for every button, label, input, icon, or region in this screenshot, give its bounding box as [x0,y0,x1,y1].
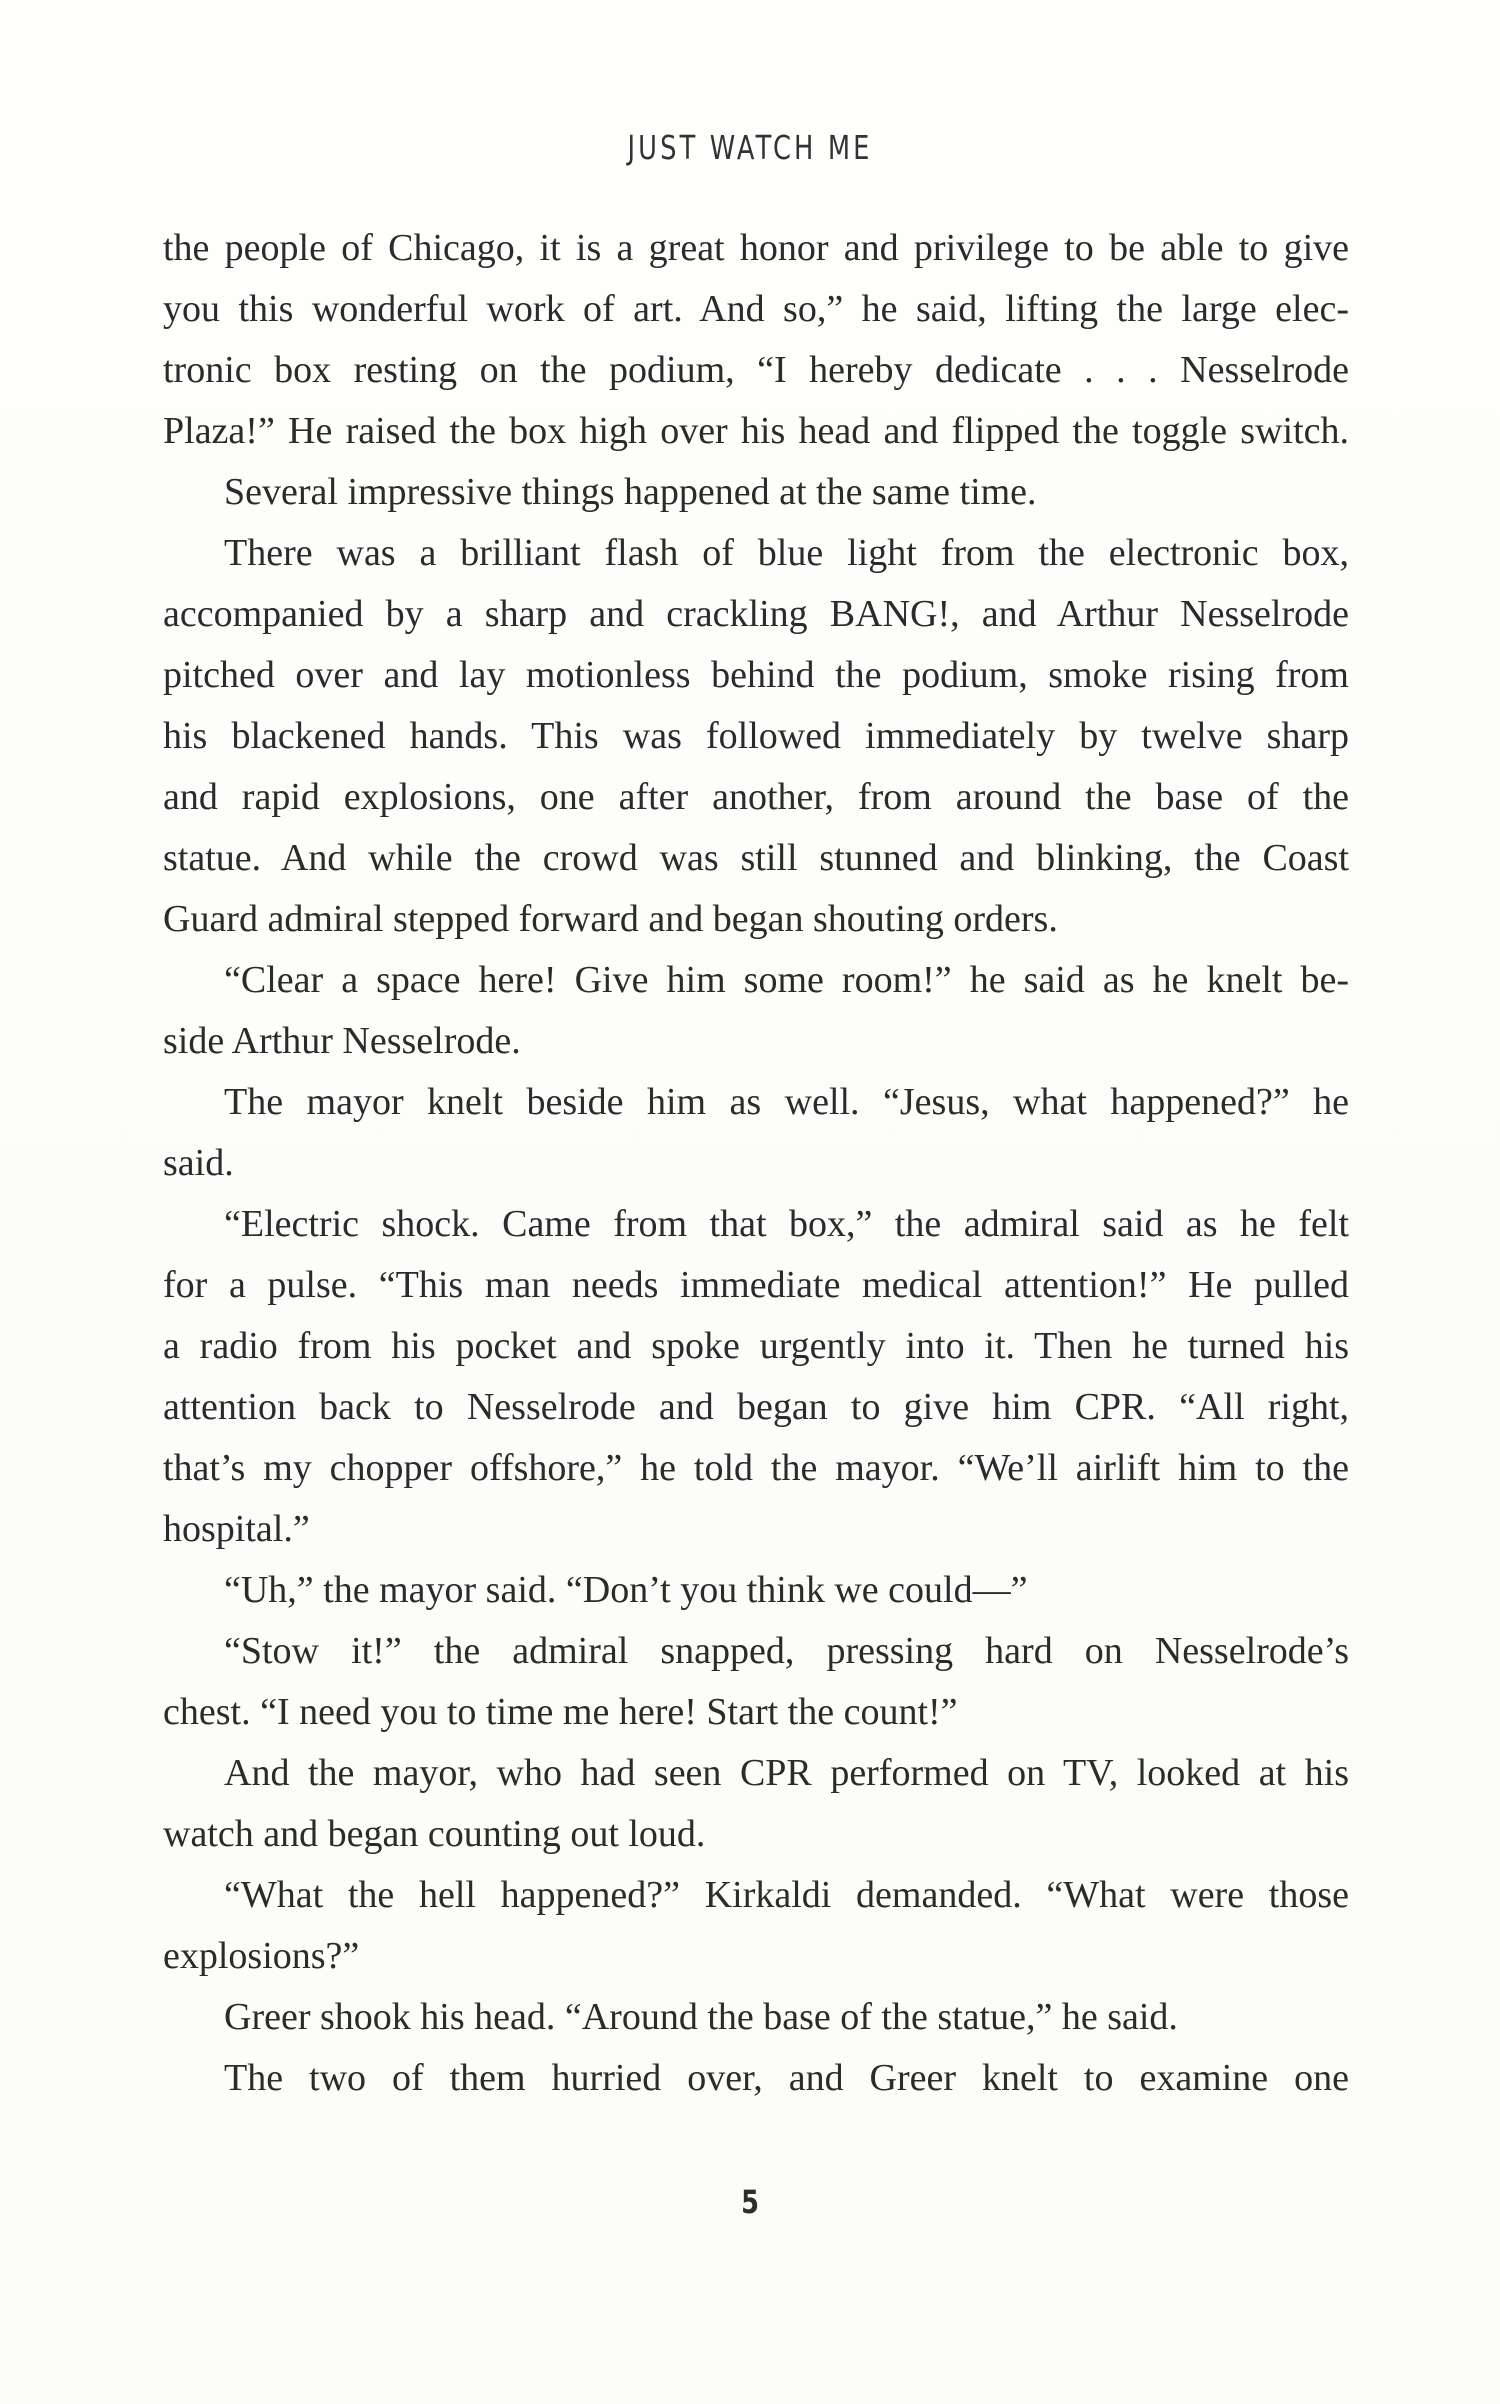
text-line: tronic box resting on the podium, “I hereby dedicate . . . Nesselrode [163,349,1349,391]
text-line: for a pulse. “This man needs immediate medical attention!” He pulled [163,1264,1349,1306]
text-line: There was a brilliant flash of blue light from the electronic box, [224,532,1349,574]
text-line: his blackened hands. This was followed immediately by twelve sharp [163,715,1349,757]
text-line: The two of them hurried over, and Greer knelt to examine one [224,2057,1349,2099]
text-line: side Arthur Nesselrode. [163,1020,521,1062]
text-line: you this wonderful work of art. And so,” he said, lifting the large elec- [163,288,1349,330]
text-line: chest. “I need you to time me here! Start the count!” [163,1691,958,1733]
text-line: a radio from his pocket and spoke urgently into it. Then he turned his [163,1325,1349,1367]
page-number: 5 [741,2183,759,2221]
text-line: “Uh,” the mayor said. “Don’t you think we could—” [224,1569,1028,1611]
text-line: hospital.” [163,1508,310,1550]
text-line: “Electric shock. Came from that box,” the admiral said as he felt [224,1203,1349,1245]
text-line: Several impressive things happened at the same time. [224,471,1037,513]
text-line: “Stow it!” the admiral snapped, pressing hard on Nesselrode’s [224,1630,1349,1672]
text-line: that’s my chopper offshore,” he told the mayor. “We’ll airlift him to the [163,1447,1349,1489]
text-line: “Clear a space here! Give him some room!” he said as he knelt be- [224,959,1349,1001]
text-line: pitched over and lay motionless behind the podium, smoke rising from [163,654,1349,696]
text-line: accompanied by a sharp and crackling BANG!, and Arthur Nesselrode [163,593,1349,635]
text-line: The mayor knelt beside him as well. “Jesus, what happened?” he [224,1081,1349,1123]
text-line: “What the hell happened?” Kirkaldi demanded. “What were those [224,1874,1349,1916]
text-line: watch and began counting out loud. [163,1813,706,1855]
text-line: said. [163,1142,234,1184]
text-line: the people of Chicago, it is a great honor and privilege to be able to give [163,227,1349,269]
text-line: statue. And while the crowd was still stunned and blinking, the Coast [163,837,1349,879]
running-head: JUST WATCH ME [627,128,873,167]
text-line: Plaza!” He raised the box high over his head and flipped the toggle switch. [163,410,1349,452]
text-line: and rapid explosions, one after another, from around the base of the [163,776,1349,818]
text-line: explosions?” [163,1935,360,1977]
text-line: And the mayor, who had seen CPR performed on TV, looked at his [224,1752,1349,1794]
text-line: Guard admiral stepped forward and began shouting orders. [163,898,1058,940]
text-line: attention back to Nesselrode and began to give him CPR. “All right, [163,1386,1349,1428]
text-line: Greer shook his head. “Around the base of the statue,” he said. [224,1996,1178,2038]
